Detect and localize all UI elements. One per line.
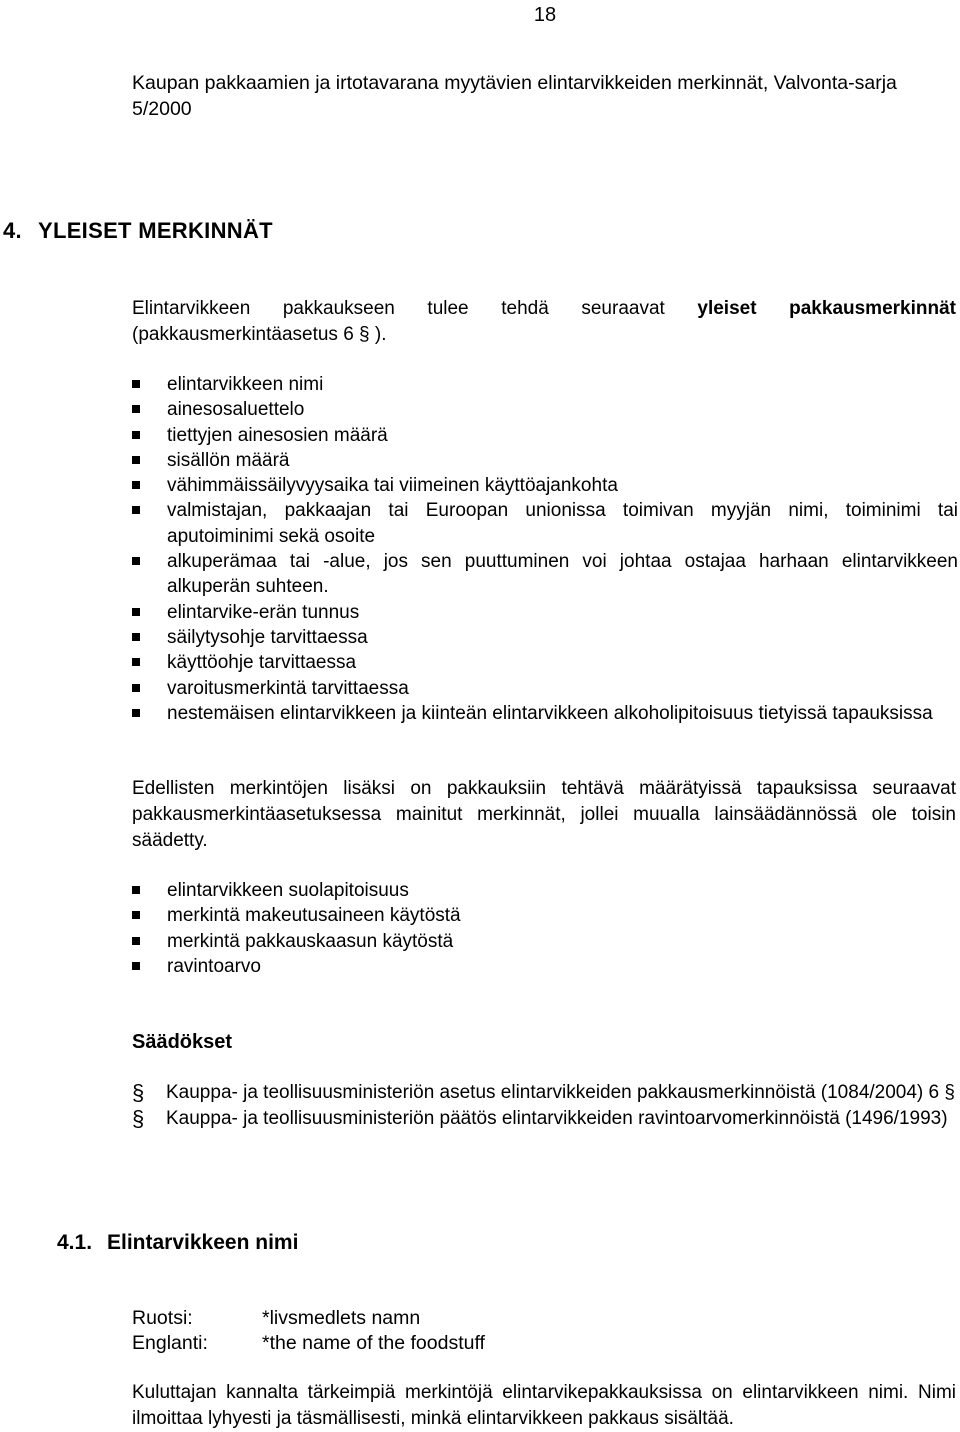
list-item (132, 954, 958, 979)
list-item-text: käyttöohje tarvittaessa (167, 652, 357, 674)
regulation-text: Kauppa- ja teollisuusministeriön päätös elintarvikkeiden ravintoarvomerkinnöistä (1496/1993) (166, 1108, 948, 1129)
list-item (132, 423, 958, 448)
square-bullet-icon (132, 506, 140, 514)
additional-paragraph: Edellisten merkintöjen lisäksi on pakkauksiin tehtävä määrätyissä tapauksissa seuraavat pakkausmerkintäasetuksessa mainitut merkinnät, jollei muualla lainsäädännössä ole toisin säädetty. (132, 778, 956, 851)
final-paragraph: Kuluttajan kannalta tärkeimpiä merkintöjä elintarvikepakkauksissa on elintarvikkeen nimi. Nimi ilmoittaa lyhyesti ja täsmällisesti, minkä elintarvikkeen pakkaus sisältää. (132, 1382, 956, 1429)
list-item-text: elintarvikkeen suolapitoisuus (167, 880, 409, 901)
section-sign-icon: § (132, 1106, 145, 1131)
list-item (132, 625, 958, 650)
list-item-text: elintarvikkeen nimi (167, 374, 324, 395)
square-bullet-icon (132, 962, 140, 970)
section-number: 4. (3, 218, 22, 243)
section-title: YLEISET MERKINNÄT (38, 218, 273, 243)
square-bullet-icon (132, 456, 140, 464)
square-bullet-icon (132, 380, 140, 388)
square-bullet-icon (132, 557, 140, 565)
list-item-text: nestemäisen elintarvikkeen ja kiinteän elintarvikkeen alkoholipitoisuus tietyissä tapauksissa (167, 702, 933, 724)
intro-text-before: Elintarvikkeen pakkaukseen tulee tehdä seuraavat (132, 298, 698, 319)
regulation-item (132, 1106, 958, 1132)
general-markings-list (132, 372, 958, 726)
regulation-item (132, 1080, 958, 1106)
regulation-text: Kauppa- ja teollisuusministeriön asetus elintarvikkeiden pakkausmerkinnöistä (1084/2004) 6 § (166, 1082, 955, 1103)
regulations-list (132, 1080, 958, 1132)
square-bullet-icon (132, 405, 140, 413)
list-item (132, 600, 958, 625)
list-item (132, 650, 958, 675)
intro-text-after: (pakkausmerkintäasetus 6 § ). (132, 324, 387, 345)
intro-paragraph (132, 296, 956, 348)
list-item-text: merkintä pakkauskaasun käytöstä (167, 930, 454, 952)
list-item (132, 929, 958, 954)
square-bullet-icon (132, 886, 140, 894)
list-item-text: alkuperämaa tai -alue, jos sen puuttuminen voi johtaa ostajaa harhaan elintarvikkeen alkuperän suhteen. (167, 551, 958, 598)
list-item-text: säilytysohje tarvittaessa (167, 626, 368, 648)
list-item (132, 372, 958, 397)
list-item-text: varoitusmerkintä tarvittaessa (167, 677, 409, 699)
subsection-title: Elintarvikkeen nimi (107, 1231, 299, 1254)
list-item-text: tiettyjen ainesosien määrä (167, 424, 388, 446)
list-item-text: valmistajan, pakkaajan tai Euroopan unionissa toimivan myyjän nimi, toiminimi tai aputoiminimi sekä osoite (167, 500, 958, 547)
square-bullet-icon (132, 633, 140, 641)
square-bullet-icon (132, 937, 140, 945)
list-item-text: ainesosaluettelo (167, 399, 305, 421)
translation-term: *the name of the foodstuff (262, 1332, 485, 1354)
regulations-heading: Säädökset (132, 1031, 233, 1053)
translation-row (132, 1330, 485, 1356)
subsection-number: 4.1. (57, 1231, 93, 1254)
square-bullet-icon (132, 684, 140, 692)
square-bullet-icon (132, 608, 140, 616)
translation-term: *livsmedlets namn (262, 1307, 421, 1329)
list-item (132, 903, 958, 928)
translation-row (132, 1305, 420, 1331)
translation-language: Englanti: (132, 1332, 208, 1354)
square-bullet-icon (132, 658, 140, 666)
list-item-text: elintarvike-erän tunnus (167, 601, 360, 623)
list-item (132, 549, 958, 600)
intro-bold-text: yleiset pakkausmerkinnät (697, 298, 956, 319)
list-item (132, 878, 958, 903)
list-item (132, 676, 958, 701)
additional-markings-list (132, 878, 958, 979)
section-heading (0, 218, 273, 244)
document-header: Kaupan pakkaamien ja irtotavarana myytävien elintarvikkeiden merkinnät, Valvonta-sarja 5/2000 (132, 72, 897, 120)
list-item-text: sisällön määrä (167, 449, 290, 471)
square-bullet-icon (132, 431, 140, 439)
square-bullet-icon (132, 709, 140, 717)
list-item (132, 448, 958, 473)
list-item-text: ravintoarvo (167, 955, 261, 977)
page-number: 18 (533, 4, 557, 26)
square-bullet-icon (132, 481, 140, 489)
square-bullet-icon (132, 911, 140, 919)
list-item (132, 473, 958, 498)
translation-language: Ruotsi: (132, 1307, 193, 1329)
section-sign-icon: § (132, 1080, 145, 1105)
list-item (132, 498, 958, 549)
list-item (132, 397, 958, 422)
list-item (132, 701, 958, 726)
list-item-text: merkintä makeutusaineen käytöstä (167, 905, 461, 927)
subsection-heading (57, 1230, 298, 1256)
list-item-text: vähimmäissäilyvyysaika tai viimeinen käyttöajankohta (167, 475, 618, 497)
